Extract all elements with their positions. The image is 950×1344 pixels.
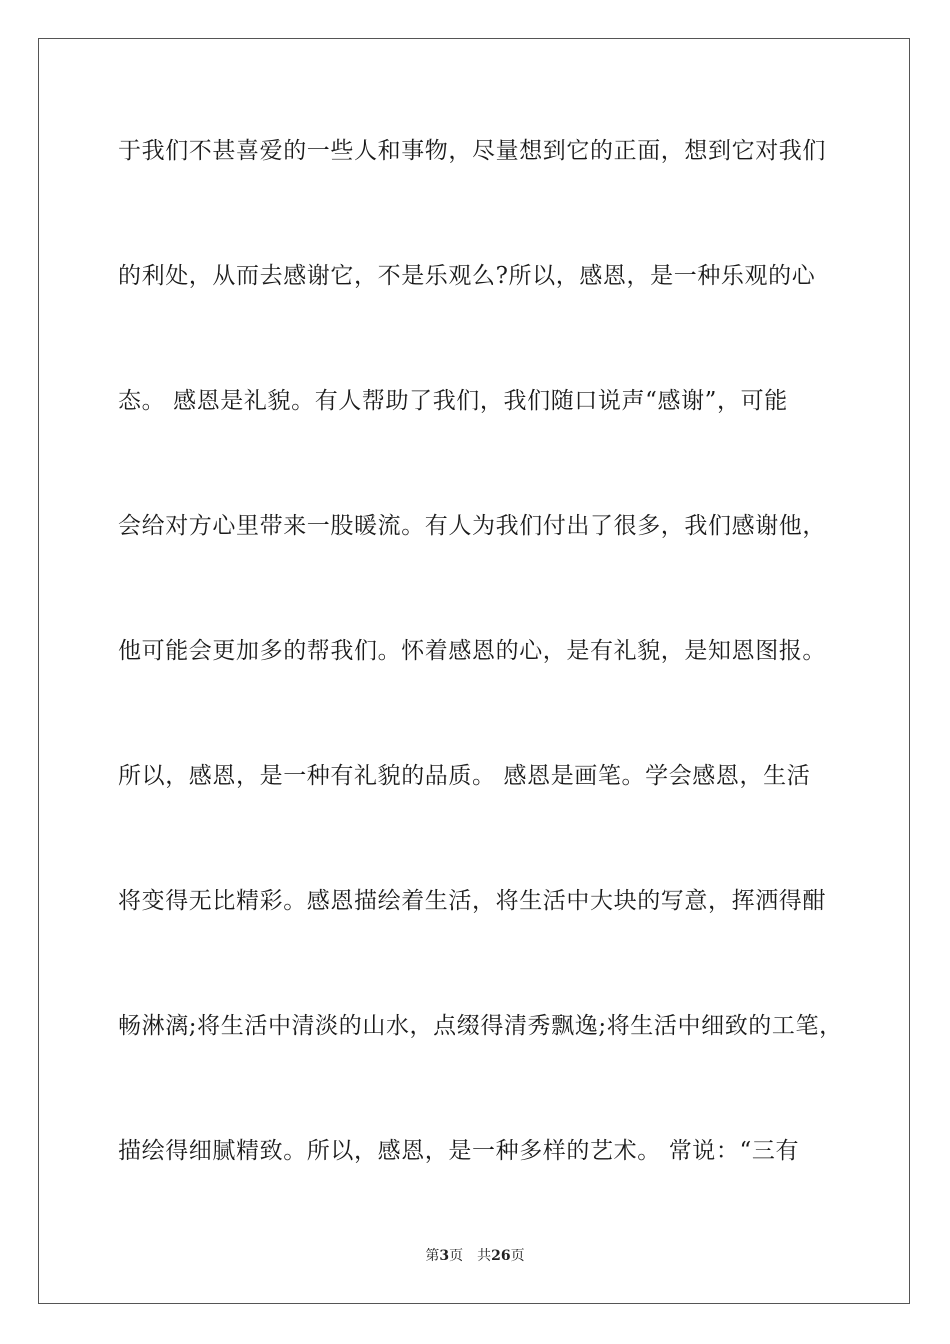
total-suffix: 页 [510,1248,525,1264]
page-prefix: 第 [425,1248,440,1264]
page-footer [0,1245,950,1265]
text-line-8: 畅淋漓;将生活中清淡的山水，点缀得清秀飘逸;将生活中细致的工笔， [118,1013,843,1039]
text-line-2: 的利处，从而去感谢它，不是乐观么?所以，感恩，是一种乐观的心 [118,263,816,289]
body-text [118,129,843,1254]
text-line-3: 态。 感恩是礼貌。有人帮助了我们，我们随口说声“感谢”，可能 [118,388,788,414]
text-line-9: 描绘得细腻精致。所以，感恩，是一种多样的艺术。 常说：“三有 [118,1138,800,1164]
text-line-6: 所以，感恩，是一种有礼貌的品质。 感恩是画笔。学会感恩，生活 [118,763,811,789]
total-prefix: 共 [477,1248,492,1264]
total-pages: 26 [491,1248,511,1264]
text-line-5: 他可能会更加多的帮我们。怀着感恩的心，是有礼貌，是知恩图报。 [118,638,826,664]
text-line-4: 会给对方心里带来一股暖流。有人为我们付出了很多，我们感谢他， [118,513,826,539]
text-line-1: 于我们不甚喜爱的一些人和事物，尽量想到它的正面，想到它对我们 [118,138,826,164]
page-suffix: 页 [449,1248,464,1264]
text-line-7: 将变得无比精彩。感恩描绘着生活，将生活中大块的写意，挥洒得酣 [118,888,826,914]
page-number: 3 [439,1248,450,1264]
